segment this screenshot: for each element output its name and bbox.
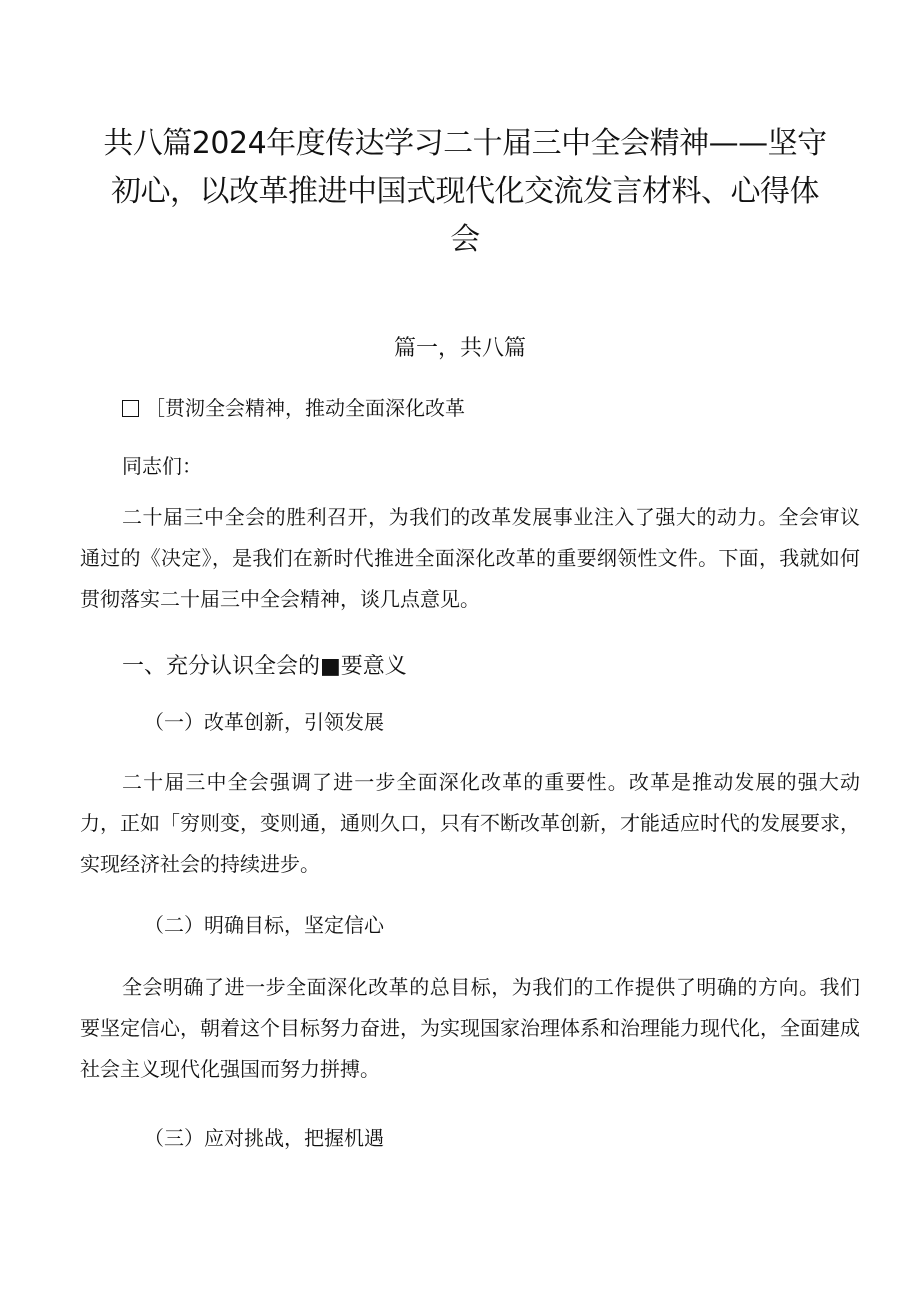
lead-line	[122, 394, 465, 422]
subsection-heading-1: （一）改革创新，引领发展	[144, 710, 384, 734]
document-title: 共八篇2024年度传达学习二十届三中全会精神——坚守初心，以改革推进中国式现代化交流发言材料、心得体会	[103, 126, 827, 257]
intro-paragraph: 二十届三中全会的胜利召开，为我们的改革发展事业注入了强大的动力。全会审议通过的《决定》，是我们在新时代推进全面深化改革的重要纲领性文件。下面，我就如何贯彻落实二十届三中全会精神，谈几点意见。	[80, 505, 860, 611]
section-heading: 一、充分认识全会的■要意义	[122, 654, 407, 679]
subsection-heading-2: （二）明确目标，坚定信心	[144, 913, 384, 937]
lead-line-text: ［贯沏全会精神，推动全面深化改革	[145, 396, 465, 420]
document-subtitle: 篇一，共八篇	[393, 336, 526, 361]
subsection-paragraph-2: 全会明确了进一步全面深化改革的总目标，为我们的工作提供了明确的方向。我们要坚定信心，朝着这个目标努力奋进，为实现国家治理体系和治理能力现代化，全面建成社会主义现代化强国而努力拼搏。	[80, 975, 860, 1081]
subsection-heading-3: （三）应对挑战，把握机遇	[144, 1126, 384, 1150]
subsection-paragraph-1: 二十届三中全会强调了进一步全面深化改革的重要性。改革是推动发展的强大动力，正如「穷则变，变则通，通则久口，只有不断改革创新，才能适应时代的发展要求，实现经济社会的持续进步。	[80, 770, 860, 876]
greeting: 同志们：	[122, 454, 202, 478]
checkbox-icon	[122, 400, 139, 417]
